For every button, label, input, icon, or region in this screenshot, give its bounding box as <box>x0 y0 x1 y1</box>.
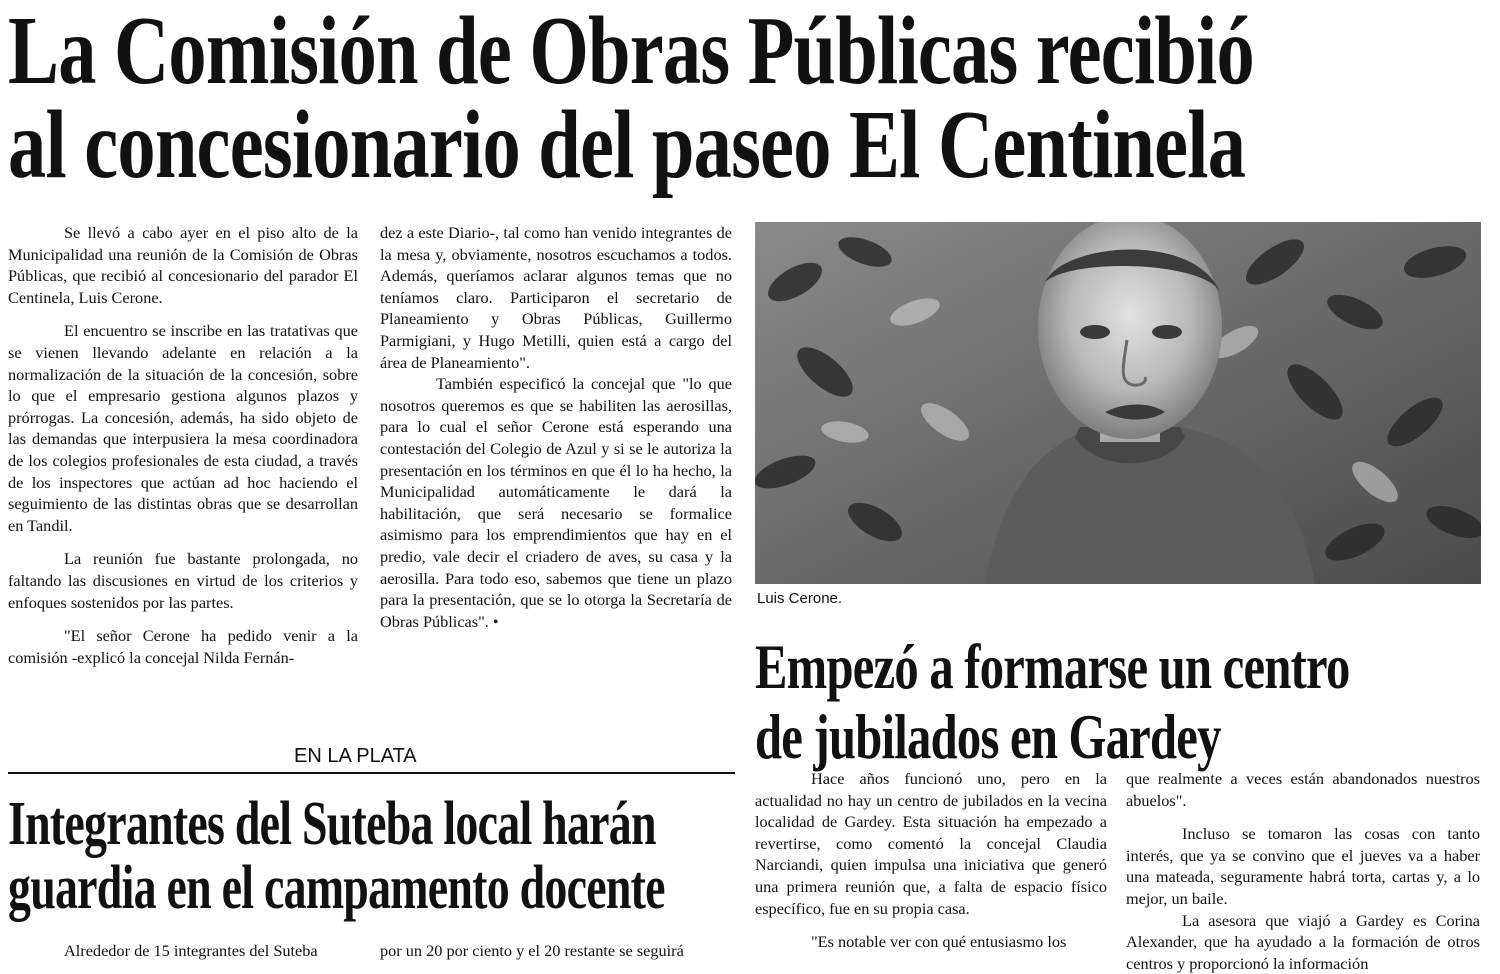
main-article-column-2 <box>380 222 732 632</box>
second-headline-line-2: de jubilados en Gardey <box>755 701 1221 772</box>
portrait-photo <box>755 222 1481 584</box>
paragraph: Incluso se tomaron las cosas con tanto interés, que ya se convino que el jueves va a haber una mateada, seguramente habrá torta, cartas y, a lo mejor, un baile. <box>1126 824 1480 908</box>
photo-luis-cerone <box>755 222 1481 584</box>
second-headline-line-1: Empezó a formarse un centro <box>755 631 1350 702</box>
paragraph: El encuentro se inscribe en las tratativas que se vienen llevando adelante en relación a la normalización de la situación de la concesión, sobre lo que el empresario gestiona algunos plazos y prórrogas. La concesión, además, ha sido objeto de las demandas que interpusiera la mesa coordinadora de los colegios profesionales de esta ciudad, a través de los inspectores que actúan ad hoc haciendo el seguimiento de las distintas obras que se desarrollan en Tandil. <box>8 321 358 535</box>
paragraph: que realmente a veces están abandonados nuestros abuelos". <box>1126 769 1480 810</box>
section-kicker: EN LA PLATA <box>294 745 417 767</box>
paragraph: La asesora que viajó a Gardey es Corina Alexander, que ha ayudado a la formación de otros centros y proporcionó la información <box>1126 910 1480 973</box>
main-headline <box>8 0 1254 199</box>
third-headline-line-1: Integrantes del Suteba local harán <box>8 790 656 858</box>
second-article-column-2 <box>1126 768 1480 974</box>
paragraph: "Es notable ver con qué entusiasmo los <box>811 932 1067 952</box>
third-headline-line-2: guardia en el campamento docente <box>8 854 665 922</box>
main-article-column-1 <box>8 222 358 668</box>
third-article-headline <box>8 792 665 920</box>
second-article-column-1 <box>755 768 1107 953</box>
paragraph: Alrededor de 15 integrantes del Suteba <box>64 941 318 960</box>
third-article-column-1 <box>8 940 358 962</box>
paragraph: Hace años funcionó uno, pero en la actualidad no hay un centro de jubilados en la vecina localidad de Gardey. Esta situación ha empezado a revertirse, como comentó la concejal Claudia Narciandi, quien impulsa una iniciativa que generó una primera reunión que, a falta de espacio físico específico, fue en su propia casa. <box>755 769 1107 918</box>
second-article-headline <box>755 632 1350 772</box>
third-article-column-2 <box>380 940 732 962</box>
paragraph: La reunión fue bastante prolongada, no faltando las discusiones en virtud de los criterios y enfoques sostenidos por las partes. <box>8 549 358 612</box>
section-divider <box>8 772 735 774</box>
main-headline-line-1: La Comisión de Obras Públicas recibió <box>8 0 1254 105</box>
paragraph: dez a este Diario-, tal como han venido integrantes de la mesa y, obviamente, nosotros escuchamos a todos. Además, queríamos aclarar algunos temas que no teníamos claro. Participaron el secretario de Planeamiento y Obras Públicas, Guillermo Parmigiani, y Hugo Metilli, quien está a cargo del área de Planeamiento". <box>380 223 732 372</box>
main-headline-line-2: al concesionario del paseo El Centinela <box>8 91 1246 199</box>
paragraph: por un 20 por ciento y el 20 restante se seguirá <box>380 941 684 960</box>
paragraph: También especificó la concejal que "lo que nosotros queremos es que se habiliten las aerosillas, para lo cual el señor Cerone está esperando una contestación del Colegio de Azul y si se le autoriza la presentación en los términos en que él lo ha hecho, la Municipalidad automáticamente le dará la habilitación, que será necesario se formalice asimismo para los emprendimientos que hay en el predio, vale decir el criadero de aves, su casa y la aerosilla. Para todo eso, sabemos que tiene un plazo para la presentación, que se lo otorga la Secretaría de Obras Públicas". • <box>380 374 732 631</box>
paragraph: Se llevó a cabo ayer en el piso alto de la Municipalidad una reunión de la Comisión de Obras Públicas, que recibió al concesionario del parador El Centinela, Luis Cerone. <box>8 223 358 307</box>
photo-caption: Luis Cerone. <box>757 590 843 607</box>
paragraph: "El señor Cerone ha pedido venir a la comisión -explicó la concejal Nilda Fernán- <box>8 626 358 667</box>
